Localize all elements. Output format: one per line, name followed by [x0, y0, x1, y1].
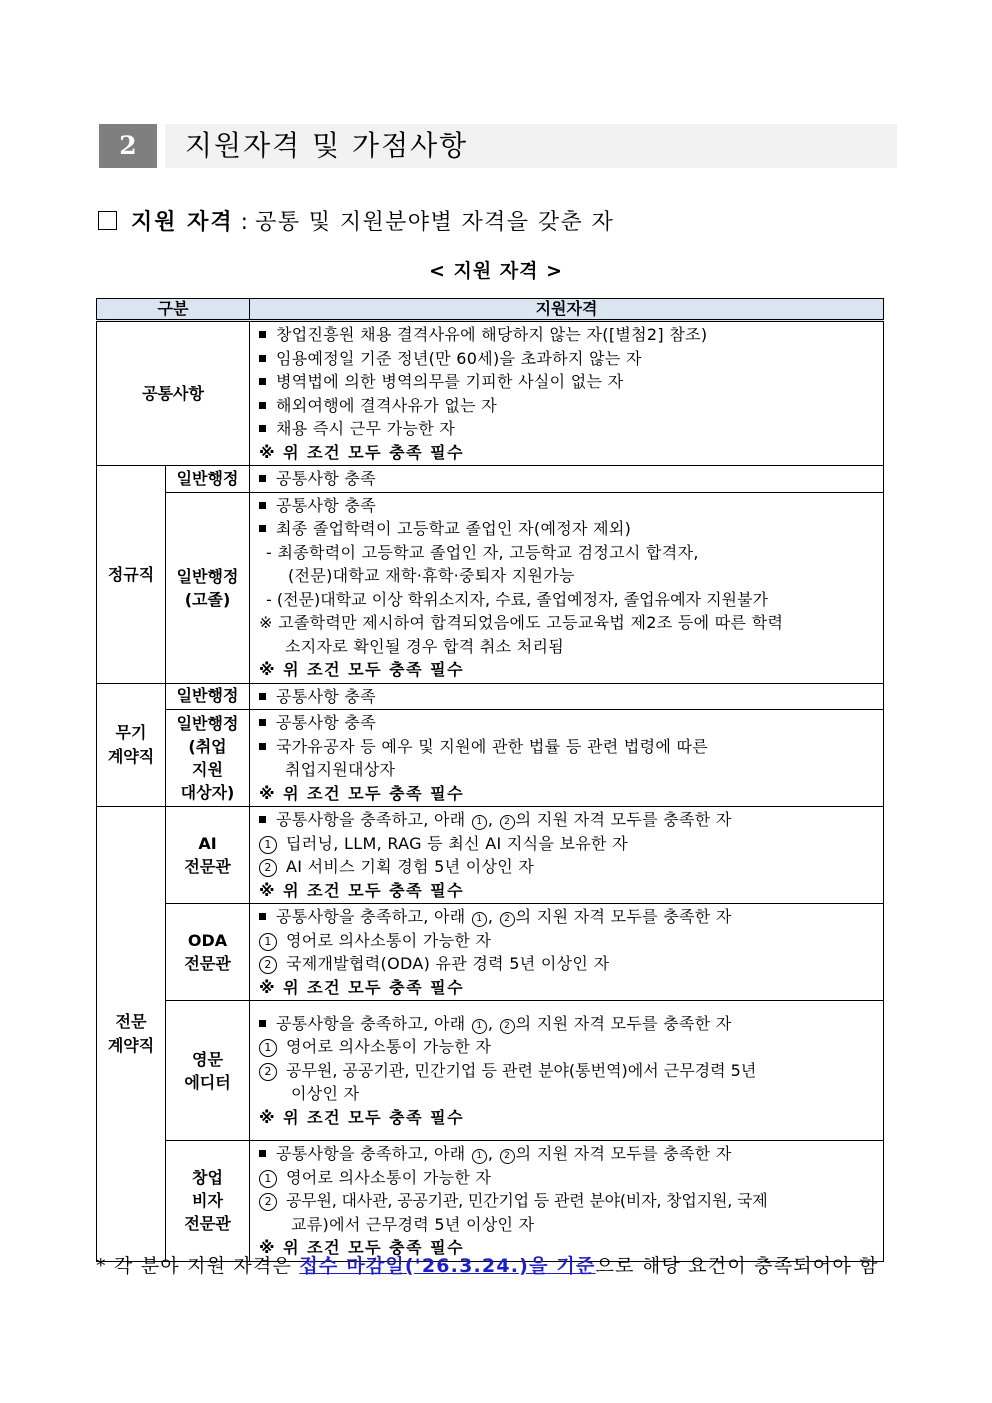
list-subitem-cont: (전문)대학교 재학·휴학·중퇴자 지원가능: [288, 566, 575, 585]
list-item: 2 공무원, 공공기관, 민간기업 등 관련 분야(통번역)에서 근무경력 5년: [259, 1059, 879, 1083]
list-item: 2 AI 서비스 기획 경험 5년 이상인 자: [259, 855, 879, 879]
bullet-square-icon: [259, 693, 266, 700]
category-common: 공통사항: [97, 321, 250, 466]
list-item: 공통사항 충족: [259, 711, 879, 735]
circled-number-1: 1: [472, 815, 487, 830]
category-indefinite: 무기 계약직: [97, 683, 166, 807]
table-row-professional-editor: [97, 1001, 884, 1141]
table-row-indefinite-employment: [97, 710, 884, 807]
list-item-cont: 교류)에서 근무경력 5년 이상인 자: [291, 1214, 535, 1234]
footnote-text: * 각 분야 지원 자격은: [96, 1255, 300, 1277]
sub-professional-ai: AI 전문관: [166, 807, 250, 904]
list-item: 공통사항을 충족하고, 아래 1 , 2 의 지원 자격 모두를 충족한 자: [259, 808, 879, 832]
circled-number-2: 2: [259, 859, 277, 877]
bullet-square-icon: [259, 719, 266, 726]
regular-general-requirements: [250, 466, 884, 493]
sub-professional-visa: 창업 비자 전문관: [166, 1141, 250, 1262]
indefinite-employment-requirements: [250, 710, 884, 807]
requirement-note: ※ 위 조건 모두 충족 필수: [259, 880, 465, 900]
table-row-professional-oda: [97, 904, 884, 1001]
list-item: 병역법에 의한 병역의무를 기피한 사실이 없는 자: [259, 370, 879, 394]
bullet-square-icon: [259, 743, 266, 750]
bullet-square-icon: [259, 1150, 266, 1157]
qualification-colon: :: [240, 210, 249, 235]
bullet-square-icon: [259, 425, 266, 432]
qualification-text: 공통 및 지원분야별 자격을 갖춘 자: [255, 210, 615, 235]
table-row-common: [97, 321, 884, 466]
bullet-square-icon: [259, 913, 266, 920]
circled-number-2: 2: [500, 1149, 515, 1164]
sub-professional-oda: ODA 전문관: [166, 904, 250, 1001]
list-item-cont: 이상인 자: [291, 1084, 360, 1104]
circled-number-1: 1: [259, 1039, 277, 1057]
checkbox-square-icon: [98, 211, 117, 230]
list-item: 공통사항 충족: [259, 467, 879, 491]
table-header-row: [97, 299, 884, 321]
bullet-square-icon: [259, 502, 266, 509]
common-requirements: [250, 321, 884, 466]
editor-requirements: [250, 1001, 884, 1141]
list-item: 1 딥러닝, LLM, RAG 등 최신 AI 지식을 보유한 자: [259, 832, 879, 856]
bullet-square-icon: [259, 402, 266, 409]
section-title: 지원자격 및 가점사항: [185, 129, 469, 162]
sub-regular-general: 일반행정: [166, 466, 250, 493]
section-number: 2: [99, 124, 157, 168]
circled-number-2: 2: [259, 956, 277, 974]
bullet-square-icon: [259, 378, 266, 385]
list-item: 해외여행에 결격사유가 없는 자: [259, 394, 879, 418]
list-item: 공통사항 충족: [259, 494, 879, 518]
visa-requirements: [250, 1141, 884, 1262]
list-item: 임용예정일 기준 정년(만 60세)을 초과하지 않는 자: [259, 347, 879, 371]
circled-number-2: 2: [500, 1019, 515, 1034]
table-row-regular-highschool: [97, 492, 884, 683]
list-item: 공통사항을 충족하고, 아래 1 , 2 의 지원 자격 모두를 충족한 자: [259, 905, 879, 929]
bullet-square-icon: [259, 331, 266, 338]
footnote: [96, 1253, 879, 1279]
circled-number-2: 2: [500, 815, 515, 830]
requirement-note: ※ 위 조건 모두 충족 필수: [259, 1107, 465, 1127]
list-item-cont: 취업지원대상자: [285, 760, 396, 779]
requirement-note: ※ 위 조건 모두 충족 필수: [259, 783, 465, 803]
list-item: 2 공무원, 대사관, 공공기관, 민간기업 등 관련 분야(비자, 창업지원, 국제: [259, 1189, 879, 1213]
footnote-text-end: 으로 해당 요건이 충족되어야 함: [595, 1255, 879, 1277]
table-caption: < 지원 자격 >: [428, 260, 564, 282]
list-item: 1 영어로 의사소통이 가능한 자: [259, 1166, 879, 1190]
indefinite-general-requirements: [250, 683, 884, 710]
section-header: [99, 124, 897, 168]
bullet-square-icon: [259, 355, 266, 362]
list-item: 공통사항을 충족하고, 아래 1 , 2 의 지원 자격 모두를 충족한 자: [259, 1012, 879, 1036]
bullet-square-icon: [259, 1020, 266, 1027]
bullet-square-icon: [259, 525, 266, 532]
sub-regular-highschool: 일반행정 (고졸): [166, 492, 250, 683]
remark: ※ 고졸학력만 제시하여 합격되었음에도 고등교육법 제2조 등에 따른 학력: [259, 613, 784, 632]
requirement-note: ※ 위 조건 모두 충족 필수: [259, 442, 465, 462]
table-row-regular-general: [97, 466, 884, 493]
deadline-highlight: 접수 마감일('26.3.24.)을 기준: [299, 1255, 596, 1277]
bullet-square-icon: [259, 475, 266, 482]
remark-cont: 소지자로 확인될 경우 합격 취소 처리됨: [285, 636, 565, 656]
qualification-summary: [98, 205, 614, 241]
list-item: 국가유공자 등 예우 및 지원에 관한 법률 등 관련 법령에 따른: [259, 735, 879, 759]
list-subitem: - (전문)대학교 이상 학위소지자, 수료, 졸업예정자, 졸업유예자 지원불가: [266, 589, 768, 609]
table-row-indefinite-general: [97, 683, 884, 710]
sub-indefinite-general: 일반행정: [166, 683, 250, 710]
bullet-square-icon: [259, 816, 266, 823]
sub-indefinite-employment: 일반행정 (취업 지원 대상자): [166, 710, 250, 807]
circled-number-1: 1: [259, 933, 277, 951]
qualification-table: [96, 298, 884, 1262]
circled-number-2: 2: [259, 1193, 277, 1211]
list-item: 1 영어로 의사소통이 가능한 자: [259, 929, 879, 953]
requirement-note: ※ 위 조건 모두 충족 필수: [259, 977, 465, 997]
circled-number-1: 1: [259, 836, 277, 854]
circled-number-1: 1: [259, 1170, 277, 1188]
category-regular: 정규직: [97, 466, 166, 684]
list-item: 1 영어로 의사소통이 가능한 자: [259, 1035, 879, 1059]
list-item: 공통사항을 충족하고, 아래 1 , 2 의 지원 자격 모두를 충족한 자: [259, 1142, 879, 1166]
table-row-professional-ai: [97, 807, 884, 904]
circled-number-1: 1: [472, 912, 487, 927]
list-item: 채용 즉시 근무 가능한 자: [259, 417, 879, 441]
regular-highschool-requirements: [250, 492, 884, 683]
list-item: 2 국제개발협력(ODA) 유관 경력 5년 이상인 자: [259, 952, 879, 976]
table-row-professional-visa: [97, 1141, 884, 1262]
circled-number-2: 2: [500, 912, 515, 927]
requirement-note: ※ 위 조건 모두 충족 필수: [259, 660, 465, 679]
list-subitem: - 최종학력이 고등학교 졸업인 자, 고등학교 검정고시 합격자,: [266, 542, 699, 562]
sub-professional-editor: 영문 에디터: [166, 1001, 250, 1141]
requirement-note: ※ 위 조건 모두 충족 필수: [259, 1238, 465, 1257]
circled-number-1: 1: [472, 1019, 487, 1034]
oda-requirements: [250, 904, 884, 1001]
qualification-label: 지원 자격: [131, 210, 234, 235]
header-qualification: 지원자격: [250, 299, 884, 321]
header-category: 구분: [97, 299, 250, 321]
category-professional: 전문 계약직: [97, 807, 166, 1262]
list-item: 공통사항 충족: [259, 685, 879, 709]
list-item: 최종 졸업학력이 고등학교 졸업인 자(예정자 제외): [259, 517, 879, 541]
circled-number-1: 1: [472, 1149, 487, 1164]
list-item: 창업진흥원 채용 결격사유에 해당하지 않는 자([별첨2] 참조): [259, 323, 879, 347]
circled-number-2: 2: [259, 1063, 277, 1081]
ai-requirements: [250, 807, 884, 904]
